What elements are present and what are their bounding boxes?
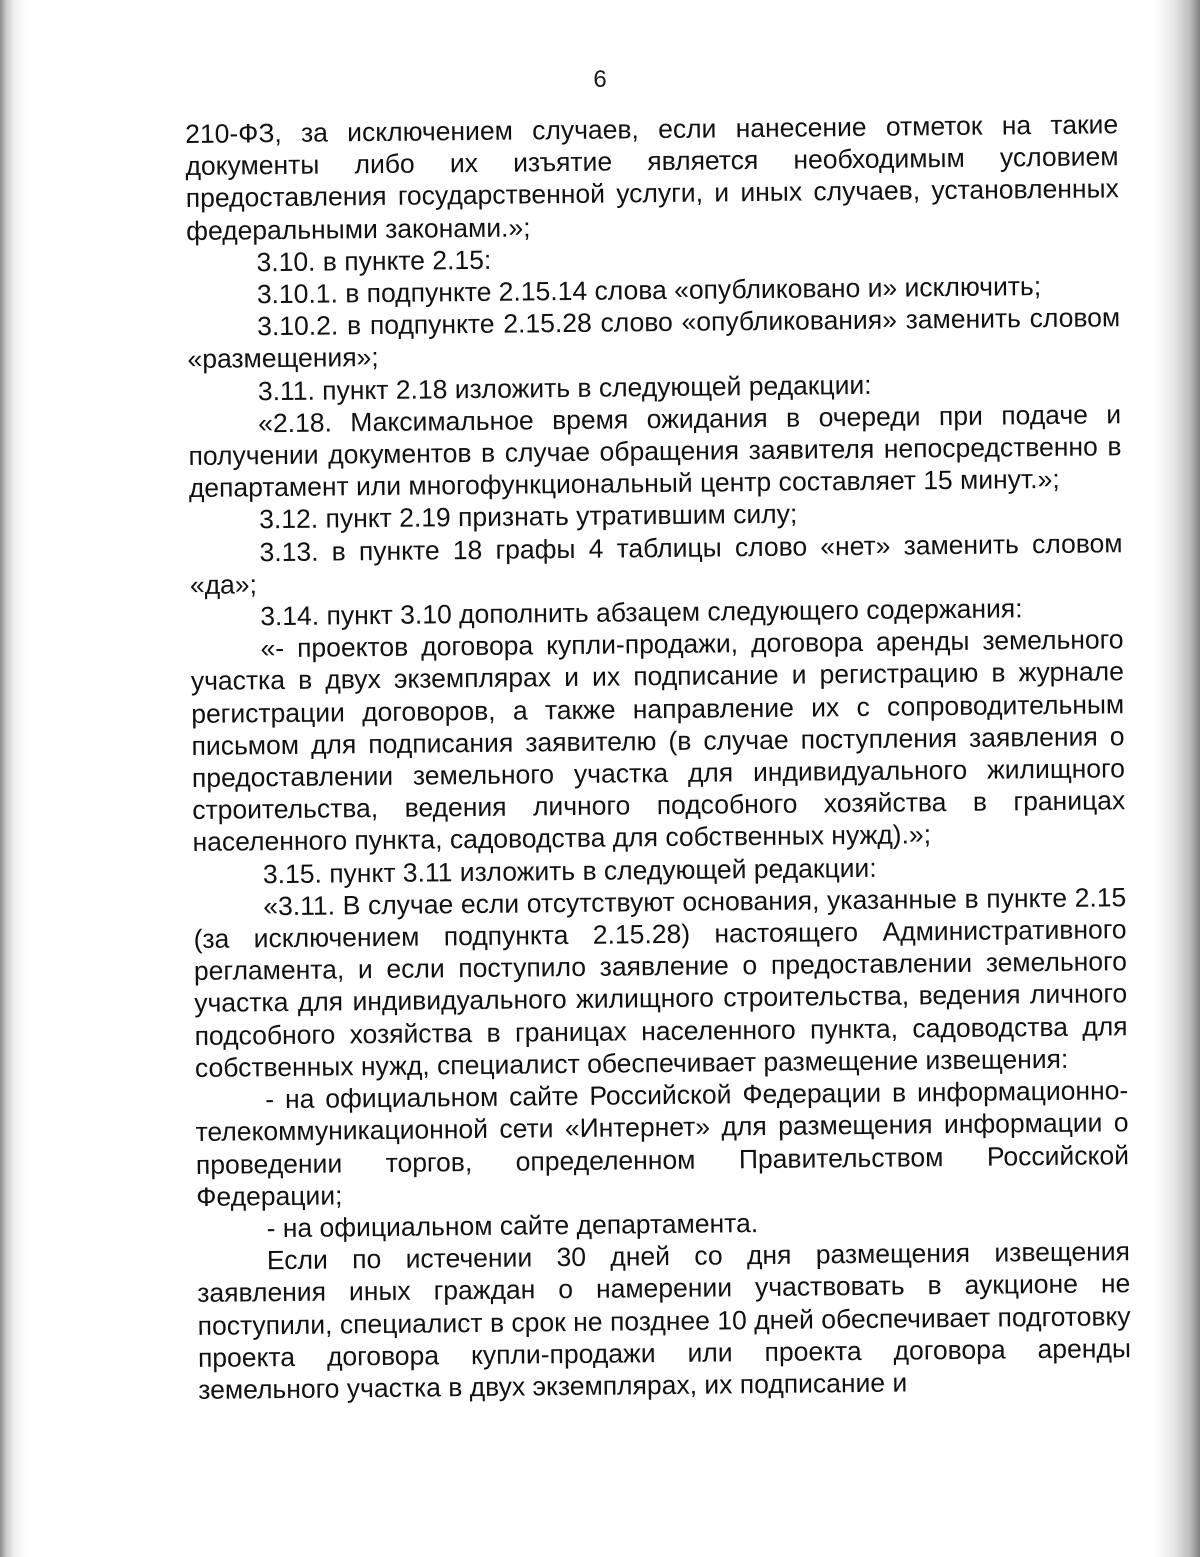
- paragraph: «2.18. Максимальное время ожидания в очереди при подаче и получении документов в случае обращения заявителя непосредственно в департамент или многофункциональный центр составляет 15 минут.»;: [188, 399, 1122, 504]
- paragraph: 3.10. в пункте 2.15:: [256, 244, 492, 278]
- paragraph: 3.10.2. в подпункте 2.15.28 слово «опубликования» заменить словом «размещения»;: [187, 302, 1121, 375]
- paragraph: 3.13. в пункте 18 графы 4 таблицы слово «нет» заменить словом «да»;: [189, 527, 1123, 600]
- paragraph: Если по истечении 30 дней со дня размещения извещения заявления иных граждан о намерении участвовать в аукционе не поступили, специалист в срок не позднее 10 дней обеспечивает подготовку проекта договора купли-продажи или проекта договора аренды земельного участка в двух экземплярах, их подписание и: [197, 1236, 1132, 1405]
- paragraph: «- проектов договора купли-продажи, договора аренды земельного участка в двух экземплярах и их подписание и регистрацию в журнале регистрации договоров, а также направление их с сопроводительным письмом для подписания заявителю (в случае поступления заявления о предоставлении земельного участка для индивидуального жилищного строительства, ведения личного подсобного хозяйства в границах населенного пункта, садоводства для собственных нужд).»;: [190, 624, 1126, 858]
- document-body: [185, 108, 1131, 1406]
- scan-shadow-left: [0, 0, 26, 1557]
- paragraph: 3.11. пункт 2.18 изложить в следующей редакции:: [257, 369, 872, 406]
- paragraph: - на официальном сайте департамента.: [266, 1207, 759, 1244]
- page-number: 6: [593, 66, 607, 93]
- paragraph: 3.10.1. в подпункте 2.15.14 слова «опубликовано и» исключить;: [256, 271, 1042, 310]
- paragraph: «3.11. В случае если отсутствуют основания, указанные в пункте 2.15 (за исключением подпункта 2.15.28) настоящего Административного регламента, и если поступило заявление о предоставлении земельного участка для индивидуального жилищного строительства, ведения личного подсобного хозяйства в границах населенного пункта, садоводства для собственных нужд, специалист обеспечивает размещение извещения:: [193, 882, 1128, 1083]
- paragraph: 210-ФЗ, за исключением случаев, если нанесение отметок на такие документы либо их изъятие является необходимым условием предоставления государственной услуги, и иных случаев, установленных федеральными законами.»;: [185, 109, 1119, 246]
- paragraph: 3.14. пункт 3.10 дополнить абзацем следующего содержания:: [260, 593, 1023, 632]
- paragraph: 3.12. пункт 2.19 признать утратившим силу;: [259, 499, 798, 535]
- paragraph: 3.15. пункт 3.11 изложить в следующей редакции:: [262, 852, 877, 889]
- scan-shadow-right: [1154, 0, 1200, 1557]
- paragraph: - на официальном сайте Российской Федерации в информационно-телекоммуникационной сети «Интернет» для размещения информации о проведении торгов, определенном Правительством Российской Федерации;: [195, 1075, 1130, 1212]
